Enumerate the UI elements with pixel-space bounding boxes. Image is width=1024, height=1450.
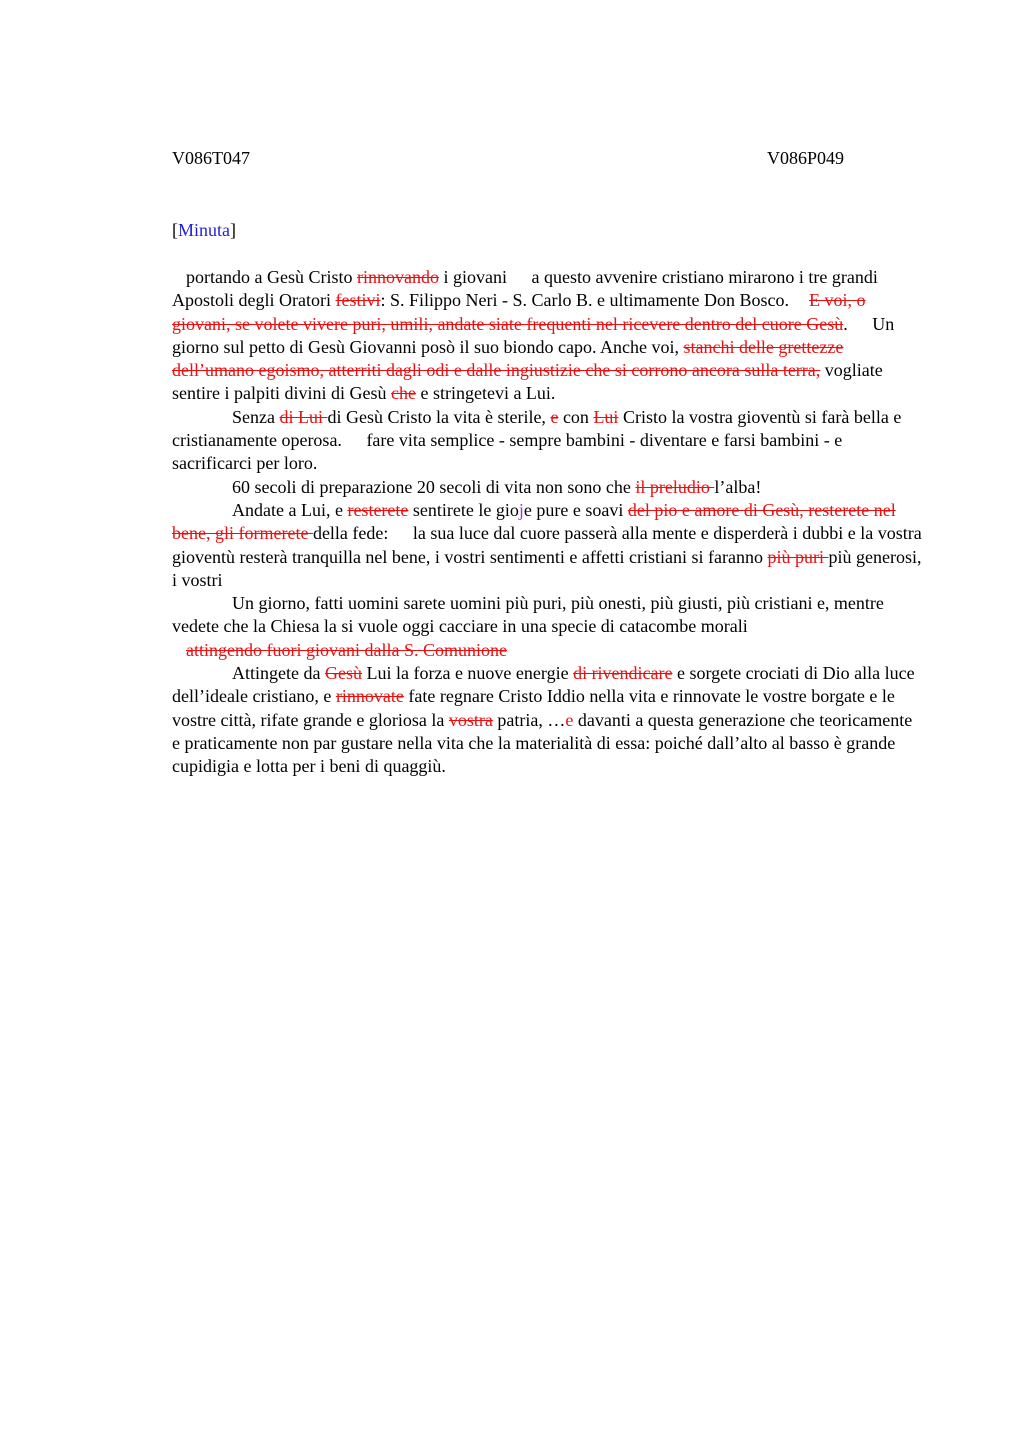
text-segment: . xyxy=(843,313,848,334)
paragraph-3 xyxy=(172,476,924,499)
text-segment: fate regnare Cristo Iddio nella vita e rinnovate le vostre borgate e le vostre città, rifate grande e gloriosa la xyxy=(172,686,895,730)
deleted-text: E voi, o giovani, se volete vivere puri, umili, andate siate frequenti nel ricevere dentro del cuore Gesù xyxy=(172,290,866,334)
deleted-text: del pio e amore di Gesù, resterete nel bene, gli formerete xyxy=(172,499,896,544)
text-segment: di Gesù Cristo la vita è sterile, xyxy=(327,406,551,427)
inserted-letter: j xyxy=(518,499,524,520)
text-segment: la sua luce dal cuore passerà alla mente e disperderà i dubbi e la vostra gioventù resterà tranquilla nel bene, i vostri sentimenti e affetti cristiani si faranno xyxy=(172,523,922,567)
deleted-text: il preludio xyxy=(635,476,715,497)
deleted-text: festivi xyxy=(335,290,381,311)
text-segment: Lui la forza e nuove energie xyxy=(361,663,574,684)
close-bracket: ] xyxy=(230,220,236,240)
text-segment: Andate a Lui, e xyxy=(232,499,348,520)
text-segment: della fede: xyxy=(312,523,389,544)
paragraph-1 xyxy=(172,266,924,406)
minuta-word: Minuta xyxy=(178,220,230,240)
text-segment: i giovani xyxy=(438,267,507,287)
deleted-text: che xyxy=(390,383,416,404)
text-segment: fare vita semplice - sempre bambini - diventare e farsi bambini - e sacrificarci per loro. xyxy=(172,430,843,474)
text-segment: Senza xyxy=(232,406,280,427)
text-segment: davanti a questa generazione che teoricamente e praticamente non par gustare nella vita che la materialità di essa: poiché dall’alto al basso è grande cupidigia e lotta per i beni di quaggiù. xyxy=(172,709,913,777)
deleted-text: più puri xyxy=(767,546,829,567)
paragraph-4 xyxy=(172,499,924,592)
minuta-label xyxy=(172,218,236,242)
paragraph-6 xyxy=(172,639,924,662)
deleted-text: rinnovando xyxy=(356,267,439,287)
paragraph-7 xyxy=(172,662,924,778)
page-code: V086P049 xyxy=(766,148,844,168)
deleted-text: di rivendicare xyxy=(573,663,673,684)
red-letter: e xyxy=(565,709,574,730)
deleted-text: e xyxy=(550,406,559,427)
text-segment: e pure e soavi xyxy=(523,499,628,520)
text-segment: Un giorno, fatti uomini sarete uomini più puri, più onesti, più giusti, più cristiani e, mentre vedete che la Chiesa la si vuole oggi cacciare in una specie di catacombe morali xyxy=(172,593,884,637)
deleted-text: Gesù xyxy=(324,663,362,684)
text-segment: patria, … xyxy=(492,709,566,730)
text-segment: Cristo la vostra gioventù si farà bella e cristianamente operosa. xyxy=(172,406,902,451)
deleted-text: Lui xyxy=(593,406,619,427)
text-segment: e stringetevi a Lui. xyxy=(415,383,556,404)
deleted-text: attingendo fuori giovani dalla S. Comunione xyxy=(186,639,507,660)
text-code: V086T047 xyxy=(172,148,250,168)
text-segment: portando a Gesù Cristo xyxy=(186,267,357,287)
text-segment: con xyxy=(558,406,594,427)
transcription-body xyxy=(172,266,924,779)
deleted-text: resterete xyxy=(347,499,409,520)
deleted-text: di Lui xyxy=(279,406,328,427)
text-segment: Attingete da xyxy=(232,663,325,684)
text-segment: 60 secoli di preparazione 20 secoli di vita non sono che xyxy=(232,476,636,497)
text-segment: : S. Filippo Neri - S. Carlo B. e ultimamente Don Bosco. xyxy=(380,290,789,311)
deleted-text: rinnovate xyxy=(335,686,404,707)
text-segment: l’alba! xyxy=(714,476,762,497)
text-segment: vogliate sentire i palpiti divini di Gesù xyxy=(172,360,883,404)
deleted-text: vostra xyxy=(448,709,493,730)
text-segment: sentirete le gio xyxy=(408,499,519,520)
text-segment: più generosi, i vostri xyxy=(172,546,922,590)
paragraph-2 xyxy=(172,406,924,476)
text-segment: Un giorno sul petto di Gesù Giovanni posò il suo biondo capo. Anche voi, xyxy=(172,313,895,357)
deleted-text: stanchi delle grettezze dell’umano egoismo, atterriti dagli odi e dalle ingiustizie che si corrono ancora sulla terra, xyxy=(172,336,844,381)
open-bracket: [ xyxy=(172,220,178,240)
text-segment: a questo avvenire cristiano mirarono i tre grandi Apostoli degli Oratori xyxy=(172,267,878,311)
paragraph-5 xyxy=(172,592,924,639)
text-segment: e sorgete crociati di Dio alla luce dell’ideale cristiano, e xyxy=(172,663,915,707)
